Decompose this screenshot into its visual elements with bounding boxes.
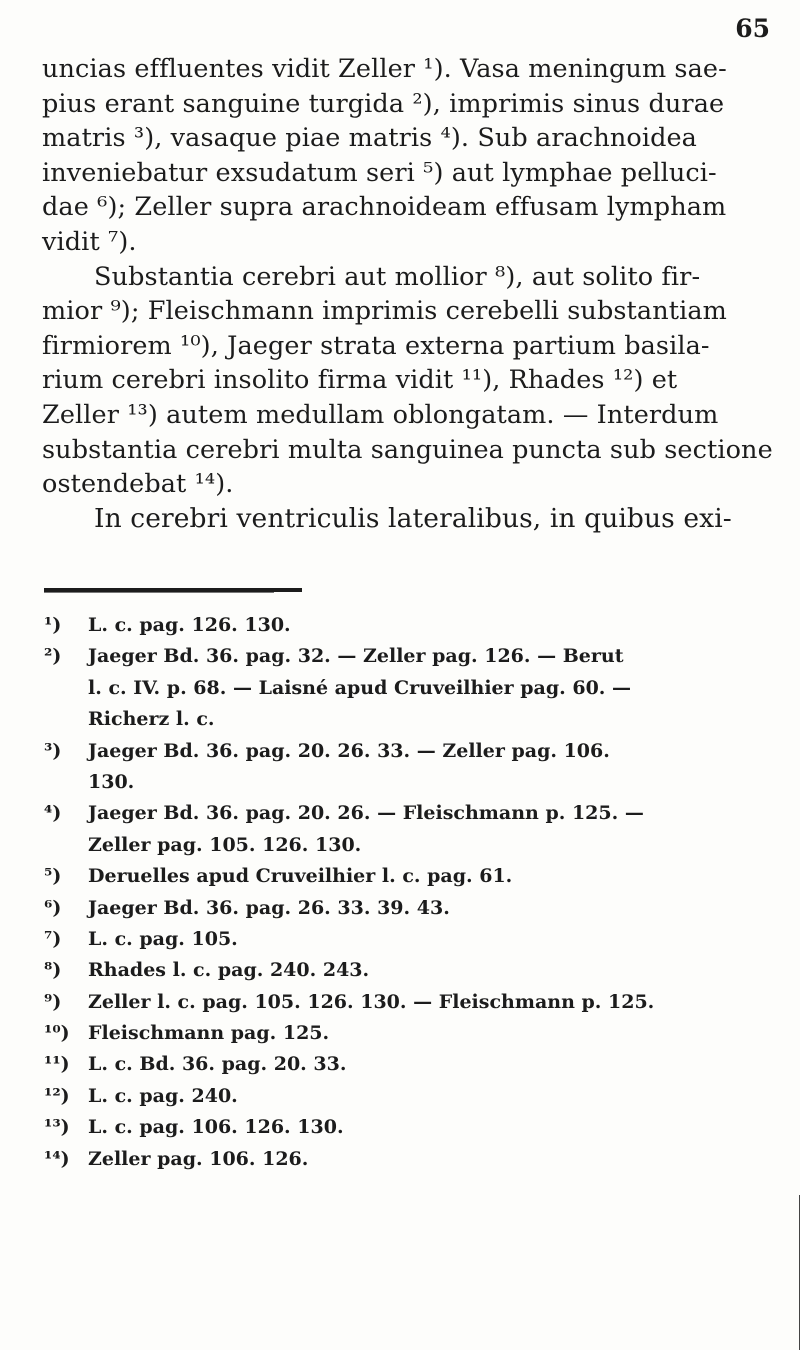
footnote-continuation <box>44 704 774 735</box>
footnote <box>44 641 774 672</box>
footnote-mark: ¹²) <box>44 1084 70 1107</box>
body-line: rium cerebri insolito firma vidit ¹¹), Rhades ¹²) et <box>42 365 678 396</box>
footnote-continuation <box>44 830 774 861</box>
footnote <box>44 610 774 641</box>
footnote-text: Rhades l. c. pag. 240. 243. <box>88 959 370 982</box>
body-line: matris ³), vasaque piae matris ⁴). Sub arachnoidea <box>42 123 697 154</box>
body-line: Substantia cerebri aut mollior ⁸), aut solito fir- <box>94 261 701 292</box>
footnote-text: Jaeger Bd. 36. pag. 26. 33. 39. 43. <box>88 896 450 919</box>
footnote <box>44 798 774 829</box>
footnote <box>44 1144 774 1175</box>
footnote-text: L. c. pag. 106. 126. 130. <box>88 1116 344 1139</box>
footnote-continuation <box>44 673 774 704</box>
footnote-divider <box>44 588 302 592</box>
footnote-mark: ⁹) <box>44 990 62 1013</box>
footnote <box>44 924 774 955</box>
footnote-text: Richerz l. c. <box>88 708 215 731</box>
footnote-text: L. c. pag. 105. <box>88 927 238 950</box>
body-line: mior ⁹); Fleischmann imprimis cerebelli substantiam <box>42 296 727 327</box>
footnote <box>44 1049 774 1080</box>
footnote-text: Zeller pag. 105. 126. 130. <box>88 833 362 856</box>
footnote <box>44 1018 774 1049</box>
body-line: inveniebatur exsudatum seri ⁵) aut lymphae pelluci- <box>42 157 717 188</box>
footnote-mark: ¹) <box>44 614 62 636</box>
footnote-mark: ³) <box>44 739 62 762</box>
footnote-mark: ⁷) <box>44 927 62 950</box>
footnote-text: l. c. IV. p. 68. — Laisné apud Cruveilhier pag. 60. — <box>88 676 632 699</box>
footnote-mark: ¹³) <box>44 1116 70 1139</box>
footnote-mark: ¹⁴) <box>44 1147 70 1170</box>
footnote-text: Fleischmann pag. 125. <box>88 1022 330 1045</box>
footnote-text: Zeller pag. 106. 126. <box>88 1147 309 1170</box>
footnote-text: Jaeger Bd. 36. pag. 32. — Zeller pag. 126. — Berut <box>88 645 624 668</box>
body-line: vidit ⁷). <box>42 226 137 257</box>
footnote-text: L. c. pag. 240. <box>88 1084 238 1107</box>
body-text <box>42 52 773 536</box>
body-line: Zeller ¹³) autem medullam oblongatam. — Interdum <box>42 399 719 430</box>
footnote <box>44 955 774 986</box>
footnote-mark: ⁴) <box>44 802 62 825</box>
footnote-mark: ⁸) <box>44 959 62 982</box>
footnote-text: Jaeger Bd. 36. pag. 20. 26. — Fleischmann p. 125. — <box>88 802 644 825</box>
footnote-text: L. c. pag. 126. 130. <box>88 614 291 636</box>
body-line: ostendebat ¹⁴). <box>42 469 234 500</box>
footnote-mark: ⁵) <box>44 865 62 888</box>
footnote-mark: ¹¹) <box>44 1053 70 1076</box>
footnote <box>44 893 774 924</box>
body-line: In cerebri ventriculis lateralibus, in quibus exi- <box>94 502 732 534</box>
footnote <box>44 1081 774 1112</box>
footnote-text: 130. <box>88 770 135 793</box>
footnote-text: Deruelles apud Cruveilhier l. c. pag. 61. <box>88 865 513 888</box>
page-number: 65 <box>735 14 770 43</box>
footnote <box>44 861 774 892</box>
footnote <box>44 1112 774 1143</box>
body-line: pius erant sanguine turgida ²), imprimis sinus durae <box>42 88 725 119</box>
body-line: substantia cerebri multa sanguinea puncta sub sectione <box>42 434 773 465</box>
footnote <box>44 736 774 767</box>
footnote-mark: ²) <box>44 645 62 668</box>
footnote-text: L. c. Bd. 36. pag. 20. 33. <box>88 1053 347 1076</box>
footnote-text: Jaeger Bd. 36. pag. 20. 26. 33. — Zeller pag. 106. <box>88 739 610 762</box>
footnote-continuation <box>44 767 774 798</box>
footnote-text: Zeller l. c. pag. 105. 126. 130. — Fleischmann p. 125. <box>88 990 655 1013</box>
body-line: dae ⁶); Zeller supra arachnoideam effusam lympham <box>42 192 727 223</box>
footnote-mark: ⁶) <box>44 896 62 919</box>
footnote <box>44 987 774 1018</box>
footnotes <box>44 610 774 1175</box>
body-line: firmiorem ¹⁰), Jaeger strata externa partium basila- <box>42 330 710 361</box>
footnote-mark: ¹⁰) <box>44 1022 70 1045</box>
body-line: uncias effluentes vidit Zeller ¹). Vasa meningum sae- <box>42 54 727 84</box>
